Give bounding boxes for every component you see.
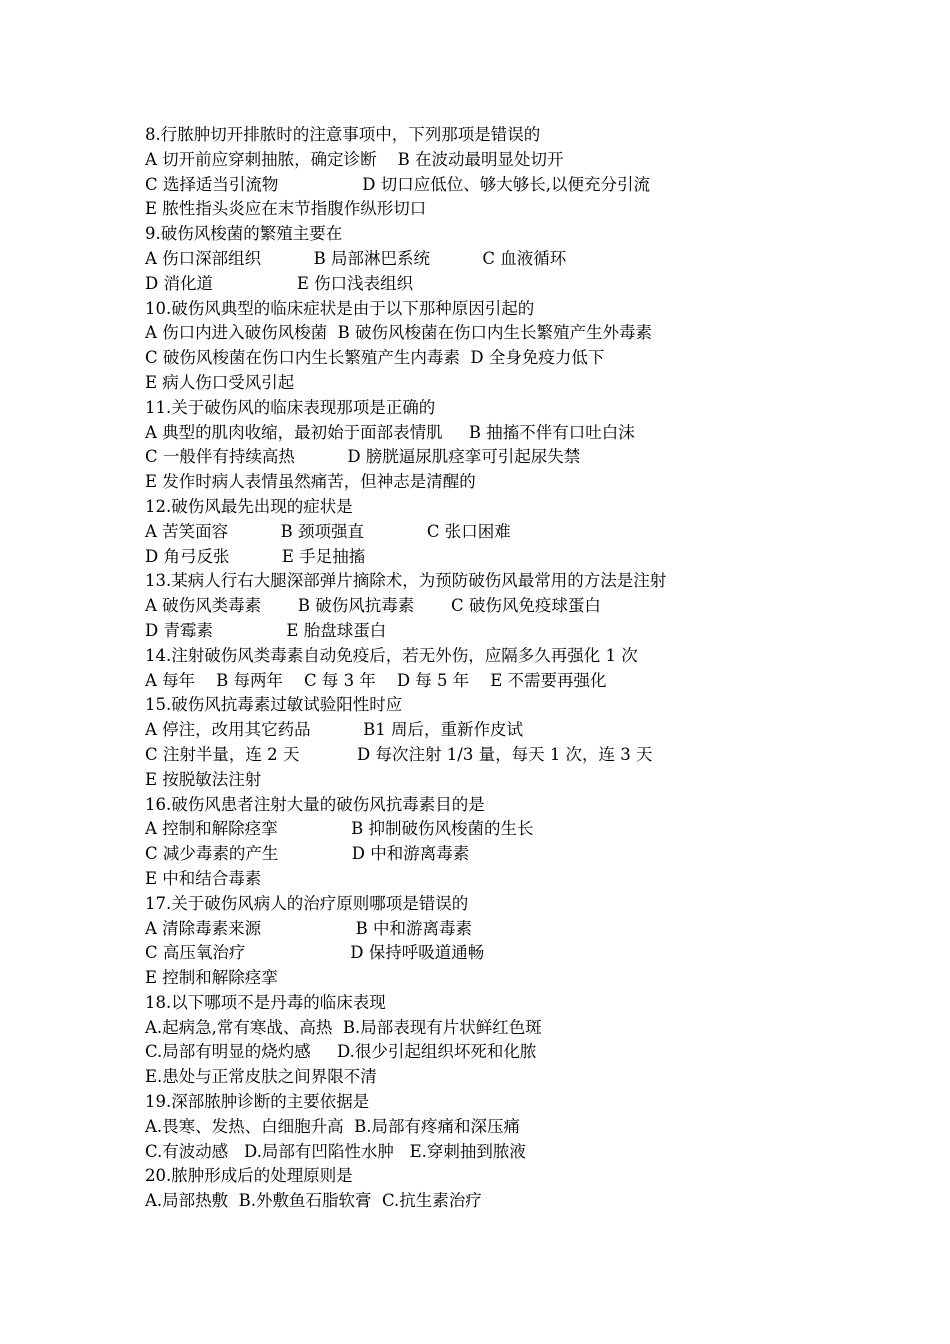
question-11-options-cd: C 一般伴有持续高热 D 膀胱逼尿肌痉挛可引起尿失禁 — [145, 447, 581, 467]
question-10-option-e: E 病人伤口受风引起 — [145, 372, 295, 392]
question-9-options-de: D 消化道 E 伤口浅表组织 — [145, 273, 414, 293]
question-20-stem: 20.脓肿形成后的处理原则是 — [145, 1166, 353, 1186]
question-19-options-ab: A.畏寒、发热、白细胞升高 B.局部有疼痛和深压痛 — [145, 1116, 521, 1136]
question-14-options: A 每年 B 每两年 C 每 3 年 D 每 5 年 E 不需要再强化 — [145, 670, 607, 690]
question-17-stem: 17.关于破伤风病人的治疗原则哪项是错误的 — [145, 893, 469, 913]
question-18-options-ab: A.起病急,常有寒战、高热 B.局部表现有片状鲜红色斑 — [145, 1017, 542, 1037]
question-18-stem: 18.以下哪项不是丹毒的临床表现 — [145, 992, 386, 1012]
question-16-options-cd: C 减少毒素的产生 D 中和游离毒素 — [145, 844, 470, 864]
question-16-options-ab: A 控制和解除痉挛 B 抑制破伤风梭菌的生长 — [145, 819, 534, 839]
question-19-stem: 19.深部脓肿诊断的主要依据是 — [145, 1092, 370, 1112]
question-13-stem: 13.某病人行右大腿深部弹片摘除术，为预防破伤风最常用的方法是注射 — [145, 571, 667, 591]
question-17-options-cd: C 高压氧治疗 D 保持呼吸道通畅 — [145, 943, 485, 963]
question-8-stem: 8.行脓肿切开排脓时的注意事项中，下列那项是错误的 — [145, 125, 541, 144]
question-10-stem: 10.破伤风典型的临床症状是由于以下那种原因引起的 — [145, 298, 535, 318]
question-12-options-abc: A 苦笑面容 B 颈项强直 C 张口困难 — [145, 521, 511, 541]
question-9-stem: 9.破伤风梭菌的繁殖主要在 — [145, 224, 343, 244]
question-8-options-cd: C 选择适当引流物 D 切口应低位、够大够长,以便充分引流 — [145, 174, 651, 194]
question-11-options-ab: A 典型的肌肉收缩，最初始于面部表情肌 B 抽搐不伴有口吐白沫 — [145, 422, 635, 442]
question-15-options-ab: A 停注，改用其它药品 B1 周后，重新作皮试 — [145, 720, 523, 740]
question-11-option-e: E 发作时病人表情虽然痛苦，但神志是清醒的 — [145, 472, 476, 492]
question-16-stem: 16.破伤风患者注射大量的破伤风抗毒素目的是 — [145, 794, 485, 814]
question-15-stem: 15.破伤风抗毒素过敏试验阳性时应 — [145, 695, 403, 715]
question-18-option-e: E.患处与正常皮肤之间界限不清 — [145, 1067, 377, 1087]
question-11-stem: 11.关于破伤风的临床表现那项是正确的 — [145, 397, 436, 417]
question-19-options-cde: C.有波动感 D.局部有凹陷性水肿 E.穿刺抽到脓液 — [145, 1141, 526, 1161]
question-17-option-e: E 控制和解除痉挛 — [145, 968, 278, 988]
question-8-option-e: E 脓性指头炎应在末节指腹作纵形切口 — [145, 199, 427, 219]
question-18-options-cd: C.局部有明显的烧灼感 D.很少引起组织坏死和化脓 — [145, 1042, 537, 1062]
question-12-options-de: D 角弓反张 E 手足抽搐 — [145, 546, 366, 566]
question-10-options-cd: C 破伤风梭菌在伤口内生长繁殖产生内毒素 D 全身免疫力低下 — [145, 348, 605, 368]
question-9-options-abc: A 伤口深部组织 B 局部淋巴系统 C 血液循环 — [145, 248, 567, 268]
question-list — [145, 123, 825, 1214]
question-15-option-e: E 按脱敏法注射 — [145, 769, 262, 789]
question-13-options-de: D 青霉素 E 胎盘球蛋白 — [145, 620, 387, 640]
question-16-option-e: E 中和结合毒素 — [145, 868, 262, 888]
question-13-options-abc: A 破伤风类毒素 B 破伤风抗毒素 C 破伤风免疫球蛋白 — [145, 596, 601, 616]
question-14-stem: 14.注射破伤风类毒素自动免疫后，若无外伤，应隔多久再强化 1 次 — [145, 645, 638, 665]
question-10-options-ab: A 伤口内进入破伤风梭菌 B 破伤风梭菌在伤口内生长繁殖产生外毒素 — [145, 323, 653, 343]
question-20-options-abc: A.局部热敷 B.外敷鱼石脂软膏 C.抗生素治疗 — [145, 1191, 482, 1211]
question-12-stem: 12.破伤风最先出现的症状是 — [145, 496, 353, 516]
question-17-options-ab: A 清除毒素来源 B 中和游离毒素 — [145, 918, 472, 938]
question-8-options-ab: A 切开前应穿刺抽脓，确定诊断 B 在波动最明显处切开 — [145, 149, 564, 169]
question-15-options-cd: C 注射半量，连 2 天 D 每次注射 1/3 量，每天 1 次，连 3 天 — [145, 744, 653, 764]
